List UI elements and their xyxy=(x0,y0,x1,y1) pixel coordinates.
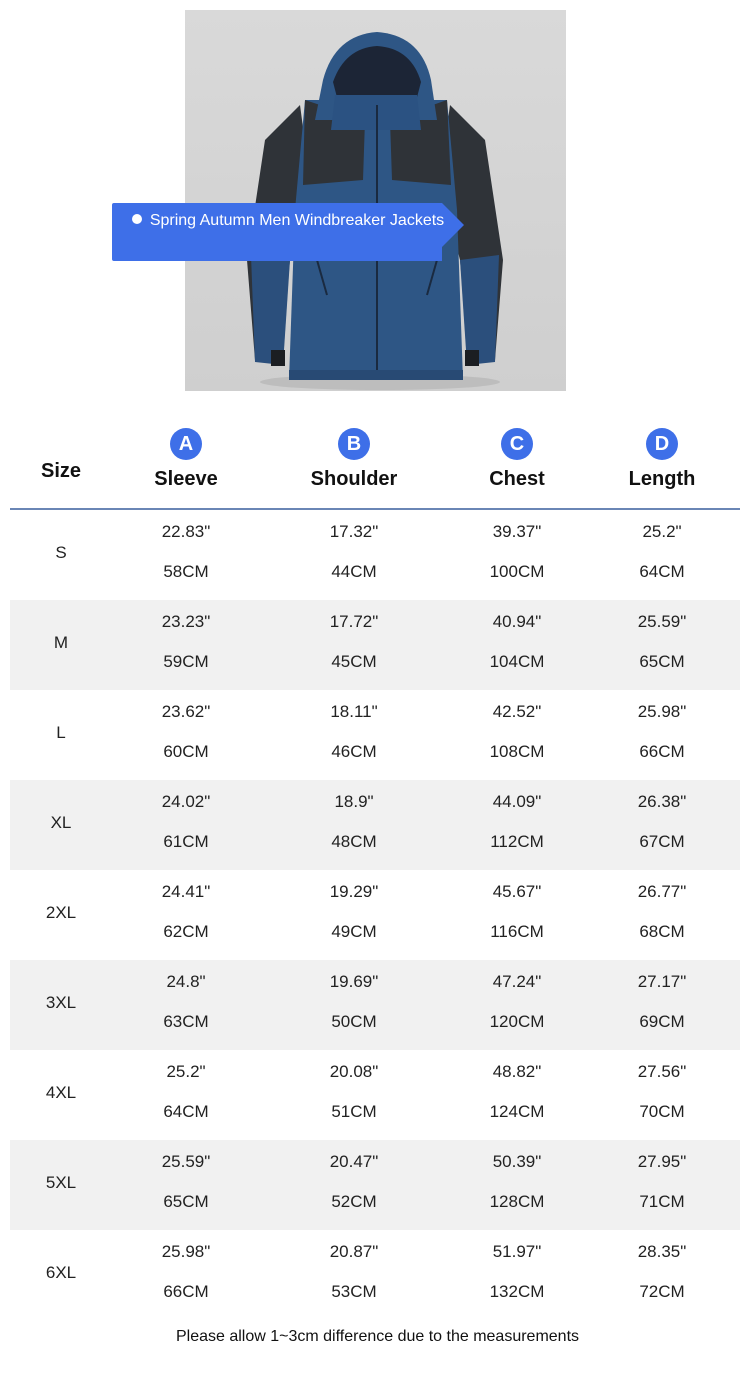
sleeve-cell xyxy=(112,1230,260,1320)
length-cm: 72CM xyxy=(639,1282,685,1301)
sleeve-inch: 22.83" xyxy=(161,522,211,541)
chest-cell xyxy=(448,1050,586,1140)
table-header xyxy=(10,420,740,510)
length-cell xyxy=(586,1050,738,1140)
chest-cell xyxy=(448,1140,586,1230)
size-cell xyxy=(10,1230,112,1320)
size-chart-table xyxy=(10,420,740,1320)
header-sleeve xyxy=(112,420,260,508)
length-cell xyxy=(586,780,738,870)
bullet-dot-icon xyxy=(132,214,142,224)
chest-cm: 100CM xyxy=(489,562,545,581)
sleeve-cm: 64CM xyxy=(163,1102,209,1121)
chest-cm: 132CM xyxy=(489,1282,545,1301)
badge-b: B xyxy=(338,428,370,460)
header-shoulder xyxy=(260,420,448,508)
chest-cell xyxy=(448,600,586,690)
size-value: S xyxy=(55,543,67,562)
length-cm: 64CM xyxy=(639,562,685,581)
chest-inch: 42.52" xyxy=(492,702,542,721)
badge-a: A xyxy=(170,428,202,460)
jacket-illustration xyxy=(185,10,566,391)
length-cell xyxy=(586,690,738,780)
header-length-label: Length xyxy=(628,468,696,490)
sleeve-cm: 66CM xyxy=(163,1282,209,1301)
shoulder-cm: 45CM xyxy=(331,652,377,671)
chest-cm: 120CM xyxy=(489,1012,545,1031)
size-value: 6XL xyxy=(45,1263,77,1282)
length-inch: 26.38" xyxy=(637,792,687,811)
size-value: L xyxy=(56,723,66,742)
length-inch: 27.95" xyxy=(637,1152,687,1171)
badge-d: D xyxy=(646,428,678,460)
header-chest xyxy=(448,420,586,508)
size-value: 4XL xyxy=(45,1083,77,1102)
sleeve-cm: 63CM xyxy=(163,1012,209,1031)
shoulder-cell xyxy=(260,1050,448,1140)
chest-inch: 44.09" xyxy=(492,792,542,811)
length-inch: 27.17" xyxy=(637,972,687,991)
sleeve-cm: 61CM xyxy=(163,832,209,851)
length-cell xyxy=(586,510,738,600)
chest-cell xyxy=(448,510,586,600)
shoulder-cell xyxy=(260,780,448,870)
length-cell xyxy=(586,1230,738,1320)
length-cm: 66CM xyxy=(639,742,685,761)
chest-inch: 48.82" xyxy=(492,1062,542,1081)
size-value: 3XL xyxy=(45,993,77,1012)
sleeve-inch: 24.8" xyxy=(166,972,206,991)
shoulder-inch: 20.87" xyxy=(329,1242,379,1261)
chest-inch: 47.24" xyxy=(492,972,542,991)
size-cell xyxy=(10,870,112,960)
chest-inch: 39.37" xyxy=(492,522,542,541)
shoulder-inch: 17.72" xyxy=(329,612,379,631)
length-inch: 28.35" xyxy=(637,1242,687,1261)
shoulder-cell xyxy=(260,510,448,600)
shoulder-cm: 53CM xyxy=(331,1282,377,1301)
header-size-label: Size xyxy=(40,460,82,482)
length-cell xyxy=(586,870,738,960)
header-chest-label: Chest xyxy=(489,468,545,490)
length-inch: 25.98" xyxy=(637,702,687,721)
shoulder-cell xyxy=(260,1140,448,1230)
jacket-photo xyxy=(185,10,566,391)
shoulder-cm: 46CM xyxy=(331,742,377,761)
size-cell xyxy=(10,780,112,870)
size-value: 2XL xyxy=(45,903,77,922)
sleeve-cm: 59CM xyxy=(163,652,209,671)
table-row xyxy=(10,1230,740,1320)
length-cell xyxy=(586,1140,738,1230)
shoulder-cm: 44CM xyxy=(331,562,377,581)
sleeve-cell xyxy=(112,510,260,600)
callout-label: Spring Autumn Men Windbreaker Jackets xyxy=(149,212,445,229)
size-cell xyxy=(10,690,112,780)
shoulder-cell xyxy=(260,870,448,960)
chest-cm: 128CM xyxy=(489,1192,545,1211)
chest-cm: 104CM xyxy=(489,652,545,671)
sleeve-cell xyxy=(112,780,260,870)
table-row xyxy=(10,690,740,780)
shoulder-cell xyxy=(260,1230,448,1320)
table-row xyxy=(10,1050,740,1140)
shoulder-cm: 49CM xyxy=(331,922,377,941)
size-cell xyxy=(10,960,112,1050)
sleeve-cell xyxy=(112,1140,260,1230)
sleeve-cm: 62CM xyxy=(163,922,209,941)
shoulder-inch: 20.47" xyxy=(329,1152,379,1171)
sleeve-inch: 25.98" xyxy=(161,1242,211,1261)
shoulder-inch: 19.69" xyxy=(329,972,379,991)
sleeve-inch: 23.23" xyxy=(161,612,211,631)
header-length xyxy=(586,420,738,508)
size-value: XL xyxy=(50,813,72,832)
sleeve-cell xyxy=(112,870,260,960)
sleeve-inch: 25.2" xyxy=(166,1062,206,1081)
size-cell xyxy=(10,1050,112,1140)
shoulder-cm: 48CM xyxy=(331,832,377,851)
chest-cm: 116CM xyxy=(490,922,544,941)
product-callout xyxy=(112,203,464,261)
chest-inch: 45.67" xyxy=(492,882,542,901)
table-row xyxy=(10,960,740,1050)
shoulder-inch: 17.32" xyxy=(329,522,379,541)
size-cell xyxy=(10,1140,112,1230)
table-row xyxy=(10,510,740,600)
shoulder-inch: 19.29" xyxy=(329,882,379,901)
sleeve-cell xyxy=(112,960,260,1050)
chest-cell xyxy=(448,780,586,870)
badge-c: C xyxy=(501,428,533,460)
sleeve-inch: 24.02" xyxy=(161,792,211,811)
shoulder-cm: 52CM xyxy=(331,1192,377,1211)
header-size xyxy=(10,420,112,508)
table-row xyxy=(10,1140,740,1230)
length-cell xyxy=(586,960,738,1050)
sleeve-inch: 24.41" xyxy=(161,882,211,901)
sleeve-cell xyxy=(112,1050,260,1140)
length-inch: 25.59" xyxy=(637,612,687,631)
sleeve-cm: 58CM xyxy=(163,562,209,581)
chest-inch: 40.94" xyxy=(492,612,542,631)
size-cell xyxy=(10,510,112,600)
sleeve-inch: 23.62" xyxy=(161,702,211,721)
chest-inch: 51.97" xyxy=(492,1242,542,1261)
chest-cm: 124CM xyxy=(489,1102,545,1121)
sleeve-cell xyxy=(112,690,260,780)
size-value: 5XL xyxy=(45,1173,77,1192)
chest-cell xyxy=(448,690,586,780)
chest-cell xyxy=(448,1230,586,1320)
callout-text xyxy=(130,211,446,231)
chest-cm: 112CM xyxy=(490,832,544,851)
size-value: M xyxy=(53,633,69,652)
measurement-note: Please allow 1~3cm difference due to the measurements xyxy=(175,1328,580,1345)
length-cm: 70CM xyxy=(639,1102,685,1121)
chest-cm: 108CM xyxy=(489,742,545,761)
shoulder-inch: 18.11" xyxy=(330,702,378,721)
table-row xyxy=(10,780,740,870)
table-row xyxy=(10,600,740,690)
size-cell xyxy=(10,600,112,690)
length-cm: 68CM xyxy=(639,922,685,941)
chest-cell xyxy=(448,870,586,960)
length-cm: 71CM xyxy=(639,1192,685,1211)
shoulder-inch: 18.9" xyxy=(334,792,374,811)
sleeve-cell xyxy=(112,600,260,690)
chest-cell xyxy=(448,960,586,1050)
chest-inch: 50.39" xyxy=(492,1152,542,1171)
header-shoulder-label: Shoulder xyxy=(310,468,398,490)
length-cm: 67CM xyxy=(639,832,685,851)
header-sleeve-label: Sleeve xyxy=(154,468,218,490)
length-inch: 26.77" xyxy=(637,882,687,901)
length-cm: 69CM xyxy=(639,1012,685,1031)
shoulder-cell xyxy=(260,960,448,1050)
length-cm: 65CM xyxy=(639,652,685,671)
sleeve-cm: 65CM xyxy=(163,1192,209,1211)
sleeve-cm: 60CM xyxy=(163,742,209,761)
shoulder-inch: 20.08" xyxy=(329,1062,379,1081)
shoulder-cm: 50CM xyxy=(331,1012,377,1031)
shoulder-cell xyxy=(260,690,448,780)
length-inch: 25.2" xyxy=(642,522,682,541)
shoulder-cell xyxy=(260,600,448,690)
length-cell xyxy=(586,600,738,690)
table-row xyxy=(10,870,740,960)
sleeve-inch: 25.59" xyxy=(161,1152,211,1171)
length-inch: 27.56" xyxy=(637,1062,687,1081)
shoulder-cm: 51CM xyxy=(331,1102,377,1121)
